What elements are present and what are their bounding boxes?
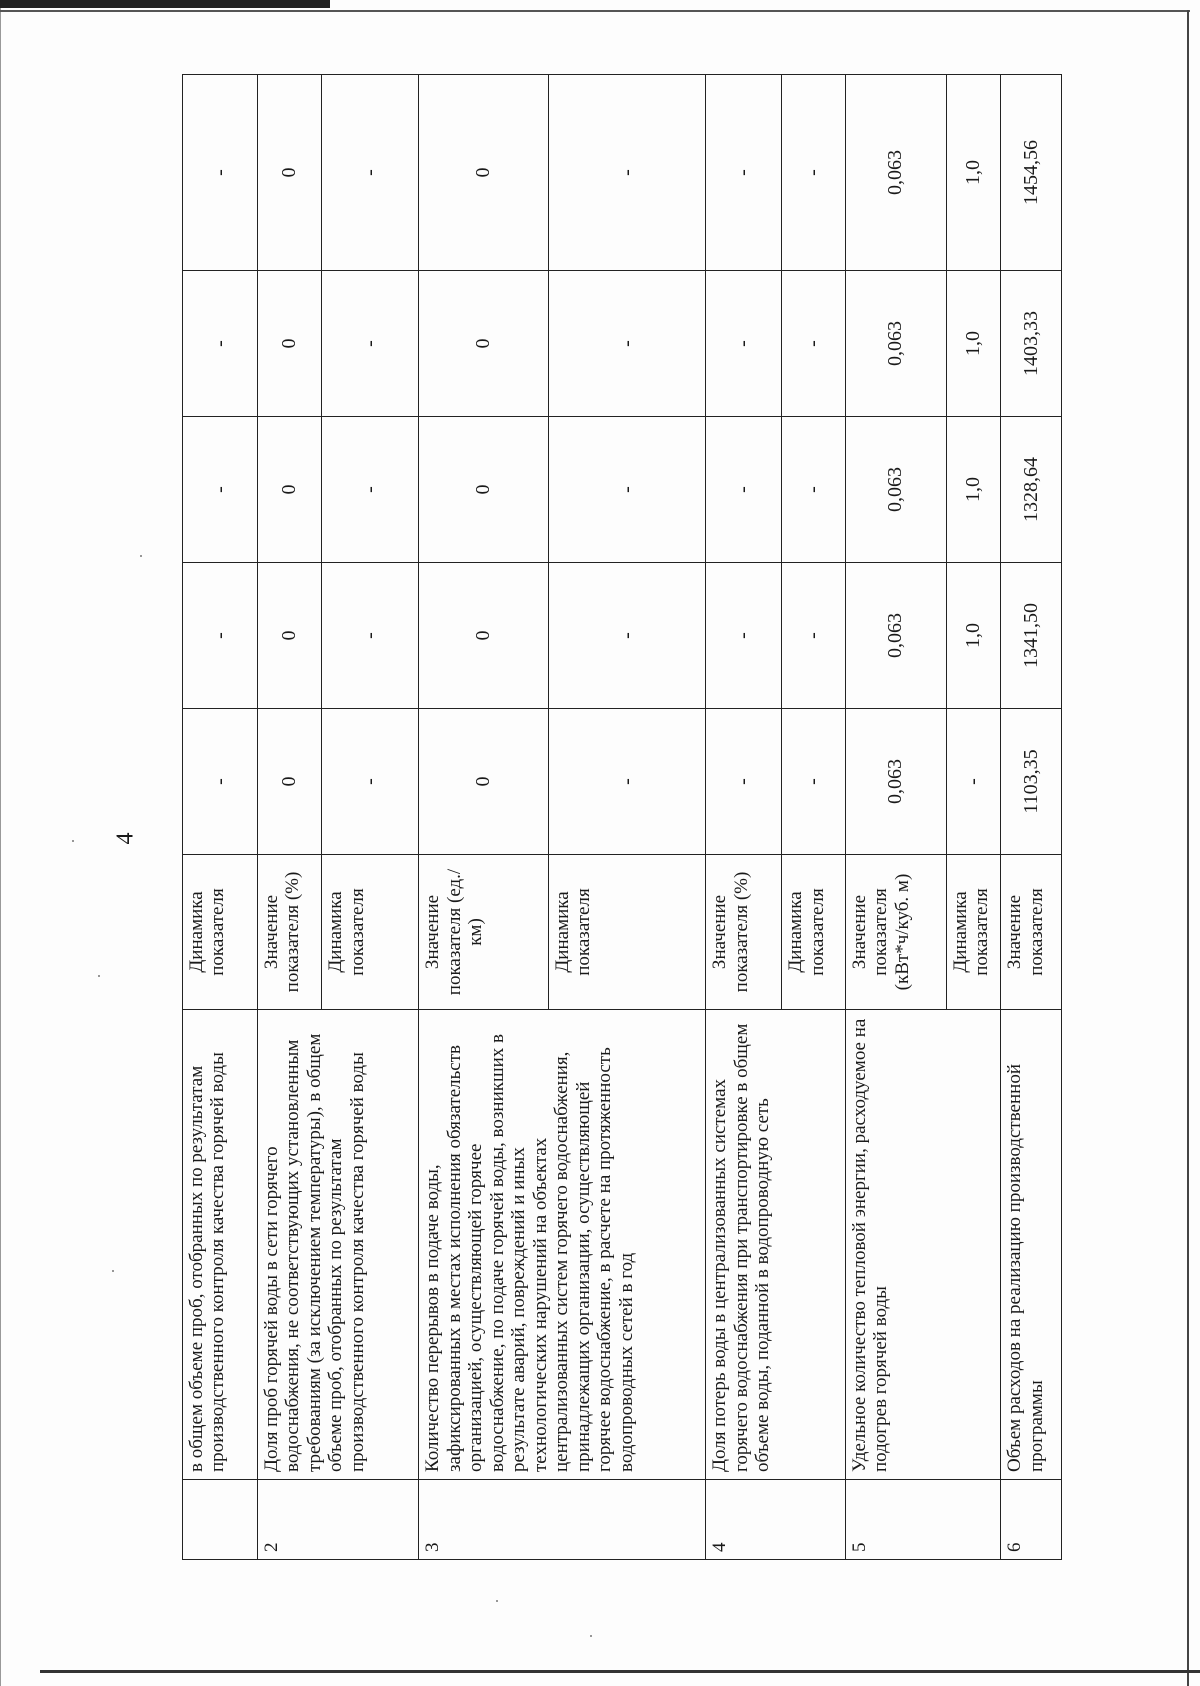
value-cell: 0,063 [845,709,946,855]
value-cell: 0 [257,271,322,417]
value-cell: 1454,56 [1001,75,1062,271]
indicator-description-cell: в общем объеме проб, отобранных по результатам производственного контроля качества горячей воды [183,1010,258,1480]
value-cell: - [183,563,258,709]
value-cell: - [548,563,706,709]
indicator-label-cell: Динамика показателя [548,855,706,1010]
value-cell: 0,063 [845,563,946,709]
value-cell: - [548,417,706,563]
page-number: 4 [112,832,139,845]
value-cell: 1,0 [946,563,1001,709]
value-cell: - [548,709,706,855]
value-cell: 0 [419,271,548,417]
value-cell: - [706,75,782,271]
value-cell: 1,0 [946,271,1001,417]
indicator-label-cell: Динамика показателя [946,855,1001,1010]
value-cell: 0 [257,75,322,271]
indicator-description-cell: Доля потерь воды в централизованных системах горячего водоснабжения при транспортировке в общем объеме воды, поданной в водопроводную сеть [706,1010,845,1480]
indicator-label-cell: Значение показателя (кВт*ч/куб. м) [845,855,946,1010]
table-row [419,75,548,1560]
scan-speck [590,1635,592,1637]
value-cell: - [322,75,419,271]
value-cell: - [183,709,258,855]
value-cell: 1,0 [946,75,1001,271]
value-cell: 1341,50 [1001,563,1062,709]
value-cell: 0 [419,709,548,855]
indicator-label-cell: Динамика показателя [782,855,846,1010]
table-row [845,75,946,1560]
row-number-cell [183,1480,258,1560]
value-cell: - [706,563,782,709]
value-cell: 0 [257,563,322,709]
value-cell: - [183,75,258,271]
value-cell: - [782,709,846,855]
table-row [183,75,258,1560]
table-row [1001,75,1062,1560]
value-cell: 0,063 [845,75,946,271]
row-number-cell: 2 [257,1480,419,1560]
value-cell: 1103,35 [1001,709,1062,855]
value-cell: 0 [257,709,322,855]
row-number-cell: 3 [419,1480,706,1560]
indicator-label-cell: Значение показателя (%) [706,855,782,1010]
scan-speck [140,555,142,557]
scan-speck [72,840,74,842]
indicator-description-cell: Доля проб горячей воды в сети горячего водоснабжения, не соответствующих установленным требованиям (за исключением температуры), в общем объеме проб, отобранных по результатам производственного контроля качества горячей воды [257,1010,419,1480]
indicator-description-cell: Объем расходов на реализацию производственной программы [1001,1010,1062,1480]
value-cell: - [322,417,419,563]
indicator-label-cell: Динамика показателя [322,855,419,1010]
value-cell: 1403,33 [1001,271,1062,417]
table-row [257,75,322,1560]
value-cell: - [322,271,419,417]
value-cell: - [782,75,846,271]
value-cell: 1,0 [946,417,1001,563]
value-cell: 0 [419,75,548,271]
indicator-label-cell: Значение показателя [1001,855,1062,1010]
scan-speck [112,1270,114,1272]
value-cell: 0 [257,417,322,563]
indicator-label-cell: Значение показателя (%) [257,855,322,1010]
scan-edge-top-line [0,10,1190,12]
indicator-description-cell: Удельное количество тепловой энергии, расходуемое на подогрев горячей воды [845,1010,1001,1480]
table-row [706,75,782,1560]
row-number-cell: 4 [706,1480,845,1560]
value-cell: - [782,271,846,417]
value-cell: 0 [419,563,548,709]
value-cell: 0,063 [845,417,946,563]
value-cell: 0 [419,417,548,563]
value-cell: - [706,709,782,855]
value-cell: - [706,417,782,563]
scan-edge-left [0,0,1,1686]
scan-edge-top [0,0,330,8]
value-cell: - [548,271,706,417]
row-number-cell: 5 [845,1480,1001,1560]
value-cell: - [782,563,846,709]
value-cell: - [946,709,1001,855]
scan-edge-bottom [40,1670,1200,1673]
value-cell: - [183,271,258,417]
value-cell: 0,063 [845,271,946,417]
indicator-label-cell: Динамика показателя [183,855,258,1010]
indicators-table [182,74,1062,1560]
value-cell: - [183,417,258,563]
scan-speck [496,1600,498,1602]
value-cell: - [548,75,706,271]
indicator-label-cell: Значение показателя (ед./км) [419,855,548,1010]
value-cell: 1328,64 [1001,417,1062,563]
indicator-description-cell: Количество перерывов в подаче воды, зафиксированных в местах исполнения обязательств организацией, осуществляющей горячее водоснабжение, по подаче горячей воды, возникших в результате аварий, повреждений и иных технологических нарушений на объектах централизованных систем горячего водоснабжения, принадлежащих организации, осуществляющей горячее водоснабжение, в расчете на протяженность водопроводных сетей в год [419,1010,706,1480]
rotated-table-wrapper [182,75,1062,1560]
scan-edge-right [1187,10,1189,1686]
value-cell: - [322,563,419,709]
row-number-cell: 6 [1001,1480,1062,1560]
value-cell: - [782,417,846,563]
scan-speck [98,975,100,977]
value-cell: - [706,271,782,417]
value-cell: - [322,709,419,855]
